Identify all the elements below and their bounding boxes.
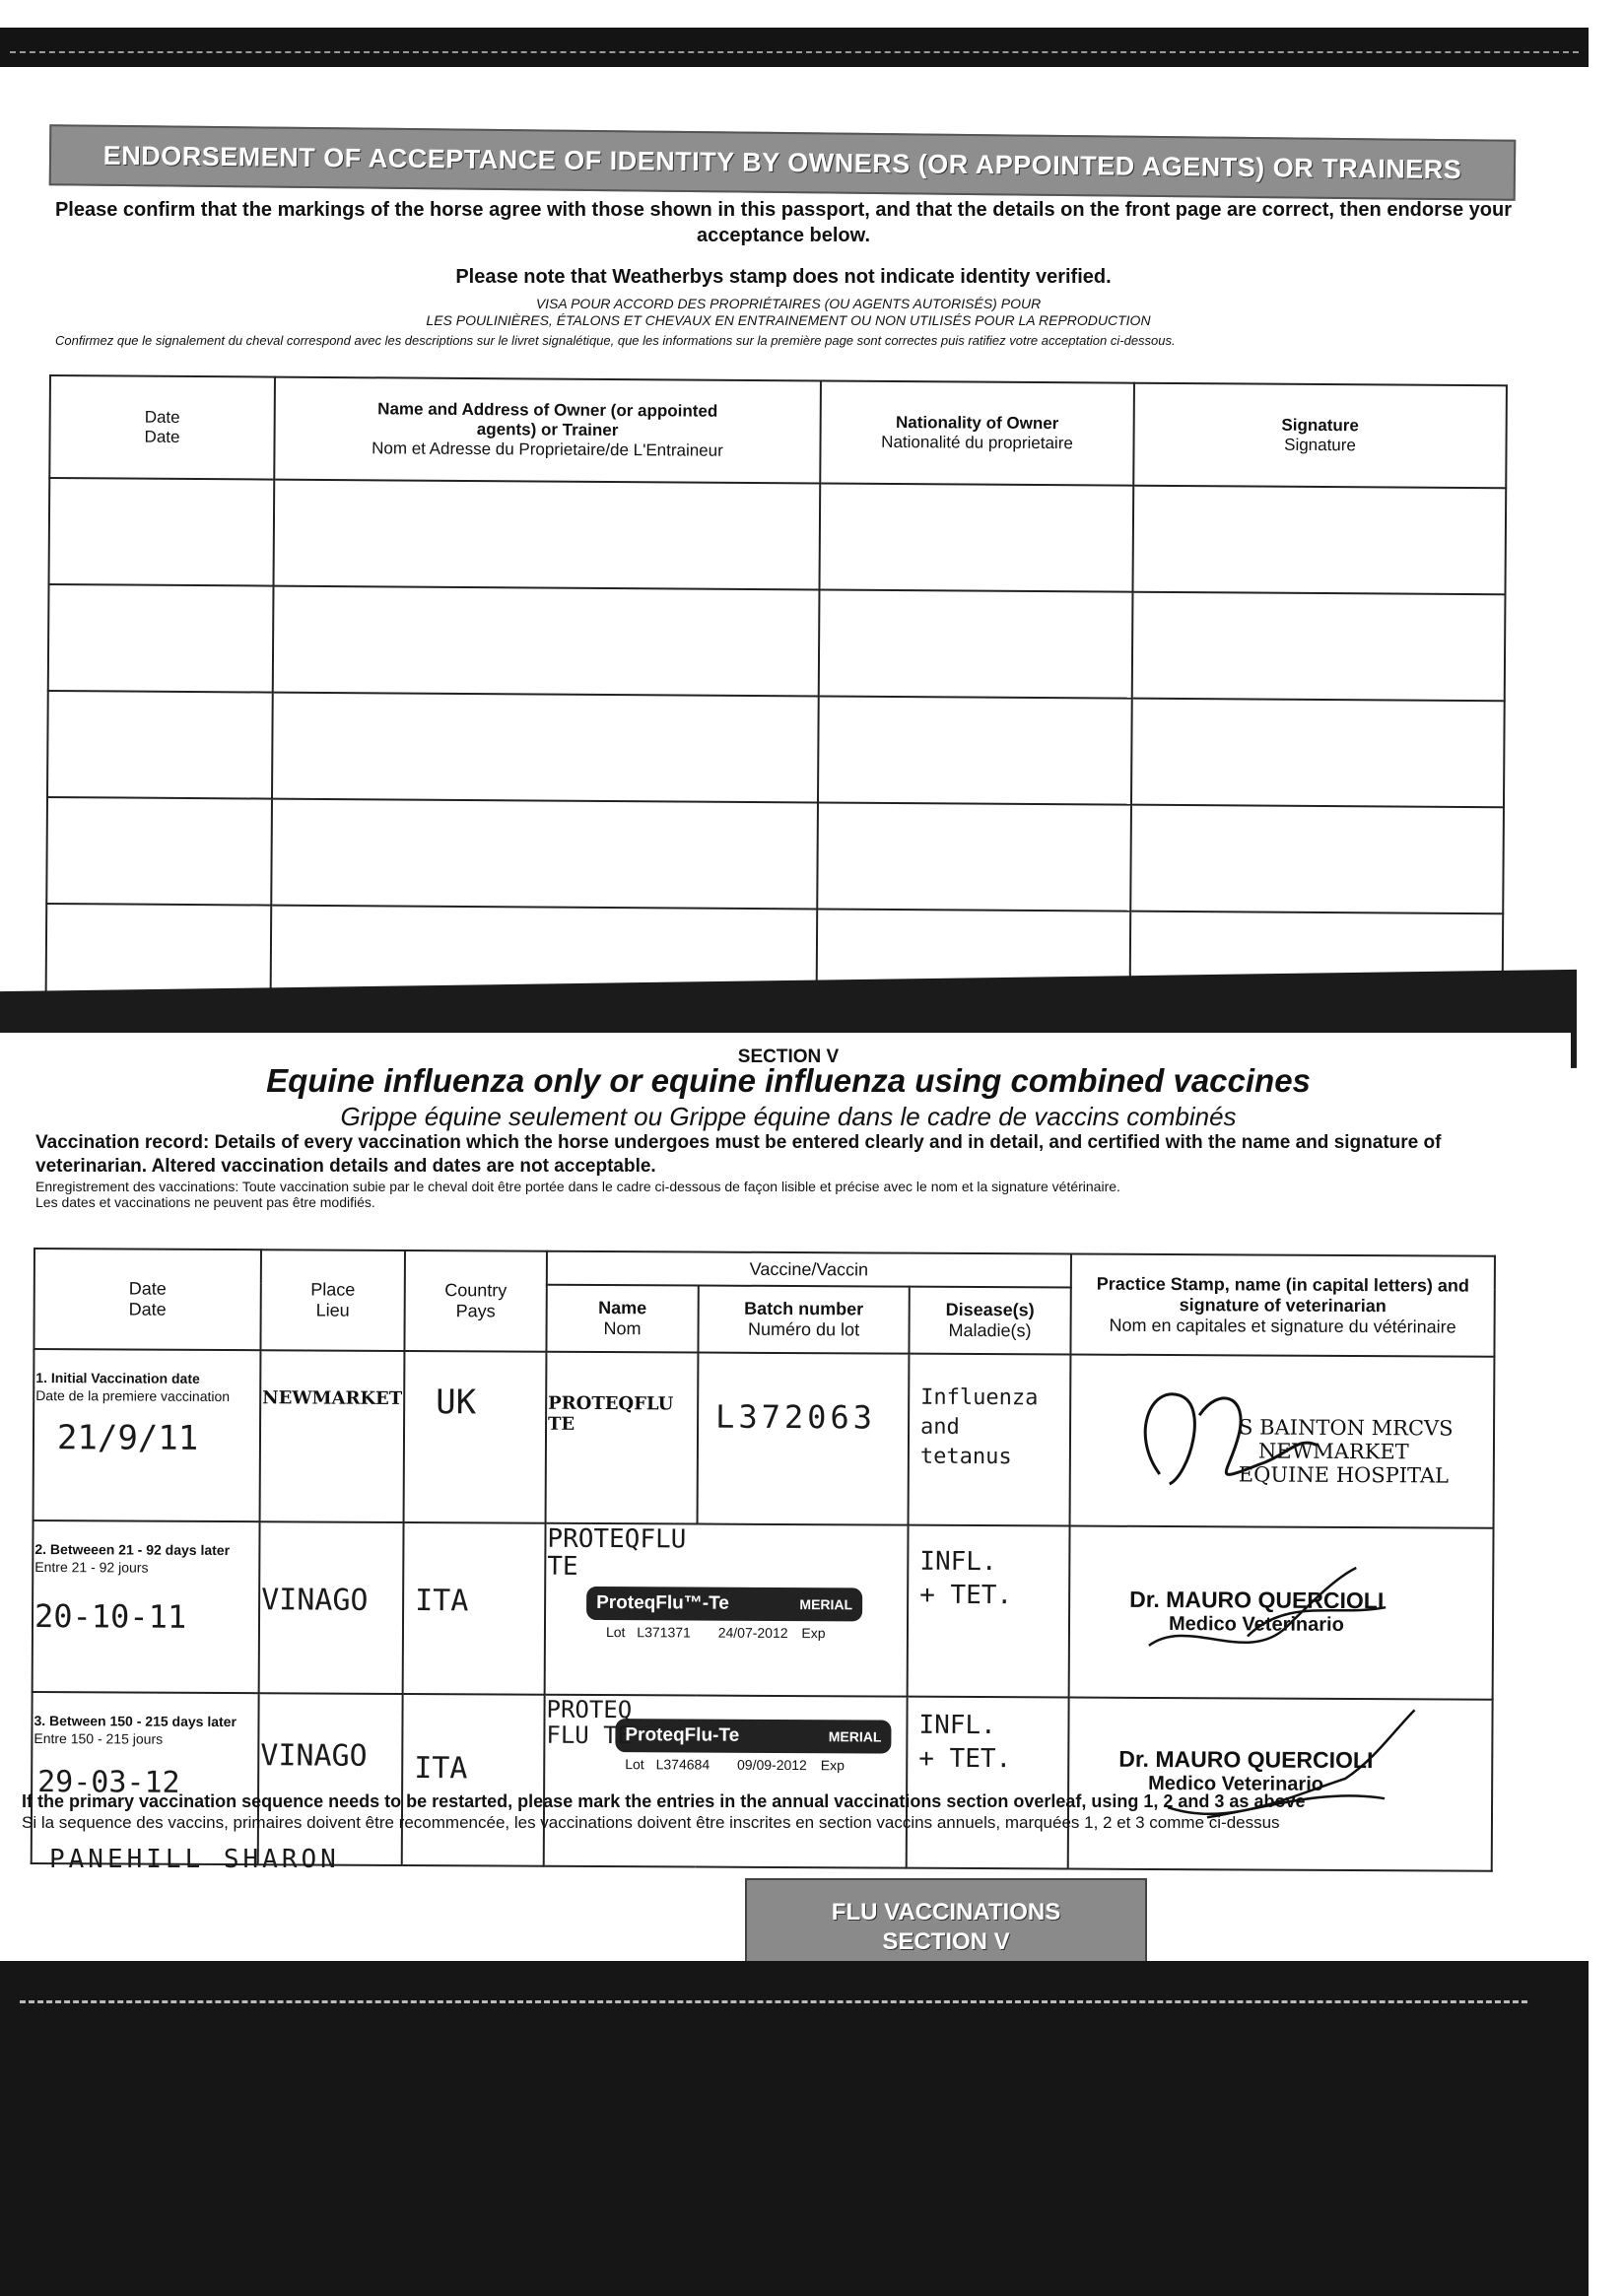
visa-line-1: VISA POUR ACCORD DES PROPRIÉTAIRES (OU AGENTS AUTORISÉS) POUR: [535, 296, 1042, 311]
vaccination-record-en: Vaccination record: Details of every vaccination which the horse undergoes must be entered clearly and in detail, and certified with the name and signature of veterinarian. Altered vaccination details and dates are not acceptable.: [35, 1132, 1442, 1177]
section-label: SECTION V: [737, 1047, 840, 1067]
vh-date-en: Date: [128, 1278, 167, 1299]
row1-disease-value: Influenza and tetanus: [919, 1384, 1039, 1470]
row2-disease[interactable]: [908, 1525, 1070, 1698]
row3-disease[interactable]: [907, 1697, 1069, 1869]
row2-name-batch[interactable]: [545, 1523, 909, 1697]
cell[interactable]: [271, 799, 818, 910]
vet-stamp-1-line3: EQUINE HOSPITAL: [1238, 1462, 1450, 1488]
cell[interactable]: [1132, 592, 1506, 702]
cell[interactable]: [48, 584, 274, 693]
header-owner-fr: Nom et Adresse du Proprietaire/de L'Entraineur: [372, 439, 723, 460]
row3-vet-stamp[interactable]: [1068, 1698, 1493, 1871]
row1-country-value: UK: [436, 1383, 477, 1423]
row3-country-value: ITA: [414, 1751, 468, 1787]
exp-date: 09/09-2012: [736, 1756, 807, 1774]
instruction-fr: Confirmez que le signalement du cheval correspond avec les descriptions sur le livret signalétique, que les informations sur la première page sont correctes puis ratifiez votre acceptation ci-dessous.: [55, 333, 1176, 348]
vaccination-table: [31, 1248, 1496, 1872]
lot-label: Lot: [605, 1624, 626, 1641]
owner-row: [47, 691, 1505, 807]
row2-vet-stamp[interactable]: [1069, 1526, 1494, 1700]
exp-label: Exp: [820, 1757, 845, 1774]
row3-place[interactable]: [258, 1693, 403, 1865]
record-fr-line2: Les dates et vaccinations ne peuvent pas être modifiés.: [35, 1194, 375, 1210]
row3-date[interactable]: [32, 1692, 259, 1864]
cell[interactable]: [1132, 486, 1506, 595]
header-owner: [274, 377, 821, 484]
vh-disease-en: Disease(s): [945, 1299, 1035, 1320]
vh-disease: [909, 1287, 1070, 1355]
vet-signature-2: [1129, 1537, 1426, 1687]
vet-title-2: Medico Veterinario: [1168, 1613, 1344, 1636]
sticker-brand: MERIAL: [799, 1596, 853, 1613]
cell[interactable]: [273, 586, 820, 697]
row3-place-value: VINAGO: [260, 1738, 368, 1774]
cell[interactable]: [819, 589, 1133, 698]
instruction-en: Please confirm that the markings of the horse agree with those shown in this passport, and that the details on the front page are correct, then endorse your acceptance below.: [54, 199, 1513, 246]
row3-disease-value: INFL. + TET.: [918, 1710, 1012, 1775]
row2-vaccine-sticker: [586, 1587, 862, 1621]
row3-label-en: 3. Between 150 - 215 days later: [34, 1713, 237, 1730]
vh-batch: [698, 1286, 909, 1354]
row1-batch[interactable]: [698, 1353, 910, 1525]
cell[interactable]: [818, 696, 1132, 804]
vh-place: [260, 1249, 405, 1351]
cell[interactable]: [49, 478, 275, 586]
row1-label-fr: Date de la premiere vaccination: [35, 1387, 231, 1405]
sticker-brand: MERIAL: [828, 1728, 882, 1745]
row3-lot-line: [625, 1756, 905, 1773]
row3-name-batch[interactable]: [544, 1695, 908, 1868]
row1-place[interactable]: [260, 1350, 405, 1522]
row3-country[interactable]: [402, 1694, 545, 1866]
stamp-line2: SECTION V: [882, 1928, 1010, 1955]
vacc-header-row1: [34, 1249, 1495, 1290]
section-heading-en: Equine influenza only or equine influenza using combined vaccines: [266, 1062, 1311, 1099]
vh-stamp: [1070, 1254, 1495, 1357]
row1-date-value: 21/9/11: [56, 1418, 199, 1458]
cell[interactable]: [817, 802, 1131, 911]
vh-name-fr: Nom: [603, 1318, 642, 1339]
vh-disease-fr: Maladie(s): [948, 1319, 1032, 1341]
cell[interactable]: [47, 691, 273, 799]
visa-line-2: LES POULINIÈRES, ÉTALONS ET CHEVAUX EN ENTRAINEMENT OU NON UTILISÉS POUR LA REPRODUCTION: [426, 312, 1151, 328]
cell[interactable]: [274, 480, 821, 590]
sticker-name: ProteqFlu™-Te: [596, 1591, 729, 1614]
vh-date: [34, 1249, 261, 1350]
header-date-fr: Date: [144, 427, 180, 446]
row3-vaccine-sticker: [615, 1719, 891, 1753]
stamp-line1: FLU VACCINATIONS: [831, 1899, 1061, 1925]
vh-vaccine: Vaccine/Vaccin: [547, 1251, 1071, 1288]
vh-country-en: Country: [444, 1280, 508, 1301]
cell[interactable]: [46, 797, 272, 906]
row2-lot-line: [606, 1624, 906, 1642]
row1-date[interactable]: [34, 1349, 261, 1521]
endorsement-banner: ENDORSEMENT OF ACCEPTANCE OF IDENTITY BY OWNERS (OR APPOINTED AGENTS) OR TRAINERS: [49, 124, 1517, 201]
row2-label-en: 2. Betweeen 21 - 92 days later: [34, 1541, 231, 1559]
record-fr-line1: Enregistrement des vaccinations: Toute vaccination subie par le cheval doit être portée dans le cadre ci-dessous de façon lisible et précise avec le nom et la signature vétérinaire.: [35, 1179, 1120, 1194]
vh-stamp-en: Practice Stamp, name (in capital letters) and signature of veterinarian: [1096, 1273, 1469, 1316]
restart-note-fr: Si la sequence des vaccins, primaires doivent être recommencée, les vaccinations doivent être inscrites en section vaccins annuels, marquées 1, 2 et 3 comme ci-dessus: [22, 1813, 1280, 1832]
vet-stamp-1: [1239, 1415, 1454, 1487]
vet-stamp-1-line2: NEWMARKET: [1257, 1439, 1409, 1464]
lot-value: L371371: [637, 1624, 691, 1641]
vaccination-record-fr: [35, 1179, 1533, 1210]
vh-country: [404, 1250, 547, 1352]
vh-place-en: Place: [310, 1279, 356, 1300]
vet-name-3: Dr. MAURO QUERCIOLI: [1118, 1745, 1374, 1774]
header-nationality-en: Nationality of Owner: [895, 412, 1059, 434]
fold-line: [10, 51, 1579, 56]
cell[interactable]: [819, 483, 1133, 591]
sticker-name: ProteqFlu-Te: [625, 1724, 740, 1746]
vet-name-2: Dr. MAURO QUERCIOLI: [1129, 1586, 1385, 1614]
header-signature: [1133, 383, 1507, 489]
handwritten-footer: PANEHILL SHARON: [49, 1845, 340, 1874]
visa-text: [296, 296, 1281, 329]
lot-value: L374684: [655, 1756, 710, 1773]
row1-batch-value: L372063: [715, 1397, 877, 1437]
owner-row: [46, 797, 1504, 913]
vh-stamp-fr: Nom en capitales et signature du vétérinaire: [1109, 1315, 1456, 1337]
vh-country-fr: Pays: [455, 1301, 496, 1321]
lot-label: Lot: [625, 1756, 644, 1773]
owner-row: [48, 584, 1506, 701]
row2-date-value: 20-10-11: [34, 1597, 187, 1636]
cell[interactable]: [272, 693, 819, 803]
owner-row: [49, 478, 1507, 594]
vh-date-fr: Date: [128, 1299, 167, 1319]
row1-name-value: PROTEQFLU TE: [548, 1392, 674, 1435]
row3-label-fr: Entre 150 - 215 jours: [34, 1730, 164, 1747]
row2-label-fr: Entre 21 - 92 jours: [34, 1559, 149, 1576]
row2-country-value: ITA: [415, 1584, 469, 1619]
vaccination-row: [33, 1520, 1494, 1700]
row1-disease[interactable]: [909, 1354, 1071, 1526]
weatherbys-note: Please note that Weatherbys stamp does not indicate identity verified.: [455, 266, 1112, 288]
header-date: [49, 375, 275, 480]
exp-date: 24/07-2012: [717, 1624, 788, 1642]
vh-batch-en: Batch number: [744, 1298, 864, 1319]
row2-name-value: PROTEQFLU TE: [547, 1523, 687, 1582]
restart-note-en: If the primary vaccination sequence needs to be restarted, please mark the entries in the annual vaccinations section overleaf, using 1, 2 and 3 as above: [22, 1791, 1306, 1811]
fold-line-bottom: [20, 2000, 1527, 2007]
owner-endorsement-table: [44, 374, 1507, 1021]
exp-label: Exp: [801, 1625, 826, 1642]
scan-top-edge: [0, 28, 1589, 67]
vh-name: [546, 1285, 698, 1353]
row1-name[interactable]: [546, 1352, 699, 1524]
header-nationality-fr: Nationalité du proprietaire: [881, 432, 1073, 453]
vh-name-en: Name: [598, 1298, 647, 1318]
scan-dark-bottom: [0, 1961, 1589, 2296]
vet-title-3: Medico Veterinario: [1148, 1772, 1324, 1795]
vh-batch-fr: Numéro du lot: [747, 1318, 860, 1340]
cell[interactable]: [1130, 805, 1504, 914]
vet-stamp-1-line1: S BAINTON MRCVS: [1238, 1415, 1454, 1441]
row1-vet-stamp[interactable]: [1070, 1355, 1495, 1528]
row2-disease-value: INFL. + TET.: [919, 1546, 1013, 1611]
header-nationality: [820, 380, 1134, 485]
row2-place[interactable]: [259, 1521, 404, 1694]
header-signature-fr: Signature: [1284, 435, 1356, 455]
row1-country[interactable]: [404, 1351, 547, 1523]
header-date-en: Date: [144, 407, 180, 427]
header-owner-en: Name and Address of Owner (or appointed agents) or Trainer: [377, 399, 718, 440]
vh-place-fr: Lieu: [315, 1300, 350, 1320]
section-heading-fr: Grippe équine seulement ou Grippe équine dans le cadre de vaccins combinés: [340, 1102, 1237, 1131]
row3-date-value: 29-03-12: [37, 1765, 180, 1800]
vaccination-row: [34, 1349, 1495, 1528]
row1-place-value: NEWMARKET: [262, 1387, 403, 1409]
row2-date[interactable]: [33, 1520, 260, 1693]
cell[interactable]: [1131, 699, 1505, 808]
row1-label-en: 1. Initial Vaccination date: [35, 1370, 200, 1386]
row3-name-value: PROTEQ FLU TE: [546, 1695, 633, 1750]
owner-table-header: [49, 375, 1507, 488]
row2-place-value: VINAGO: [261, 1583, 369, 1618]
row2-country[interactable]: [403, 1522, 546, 1695]
header-signature-en: Signature: [1281, 415, 1359, 436]
